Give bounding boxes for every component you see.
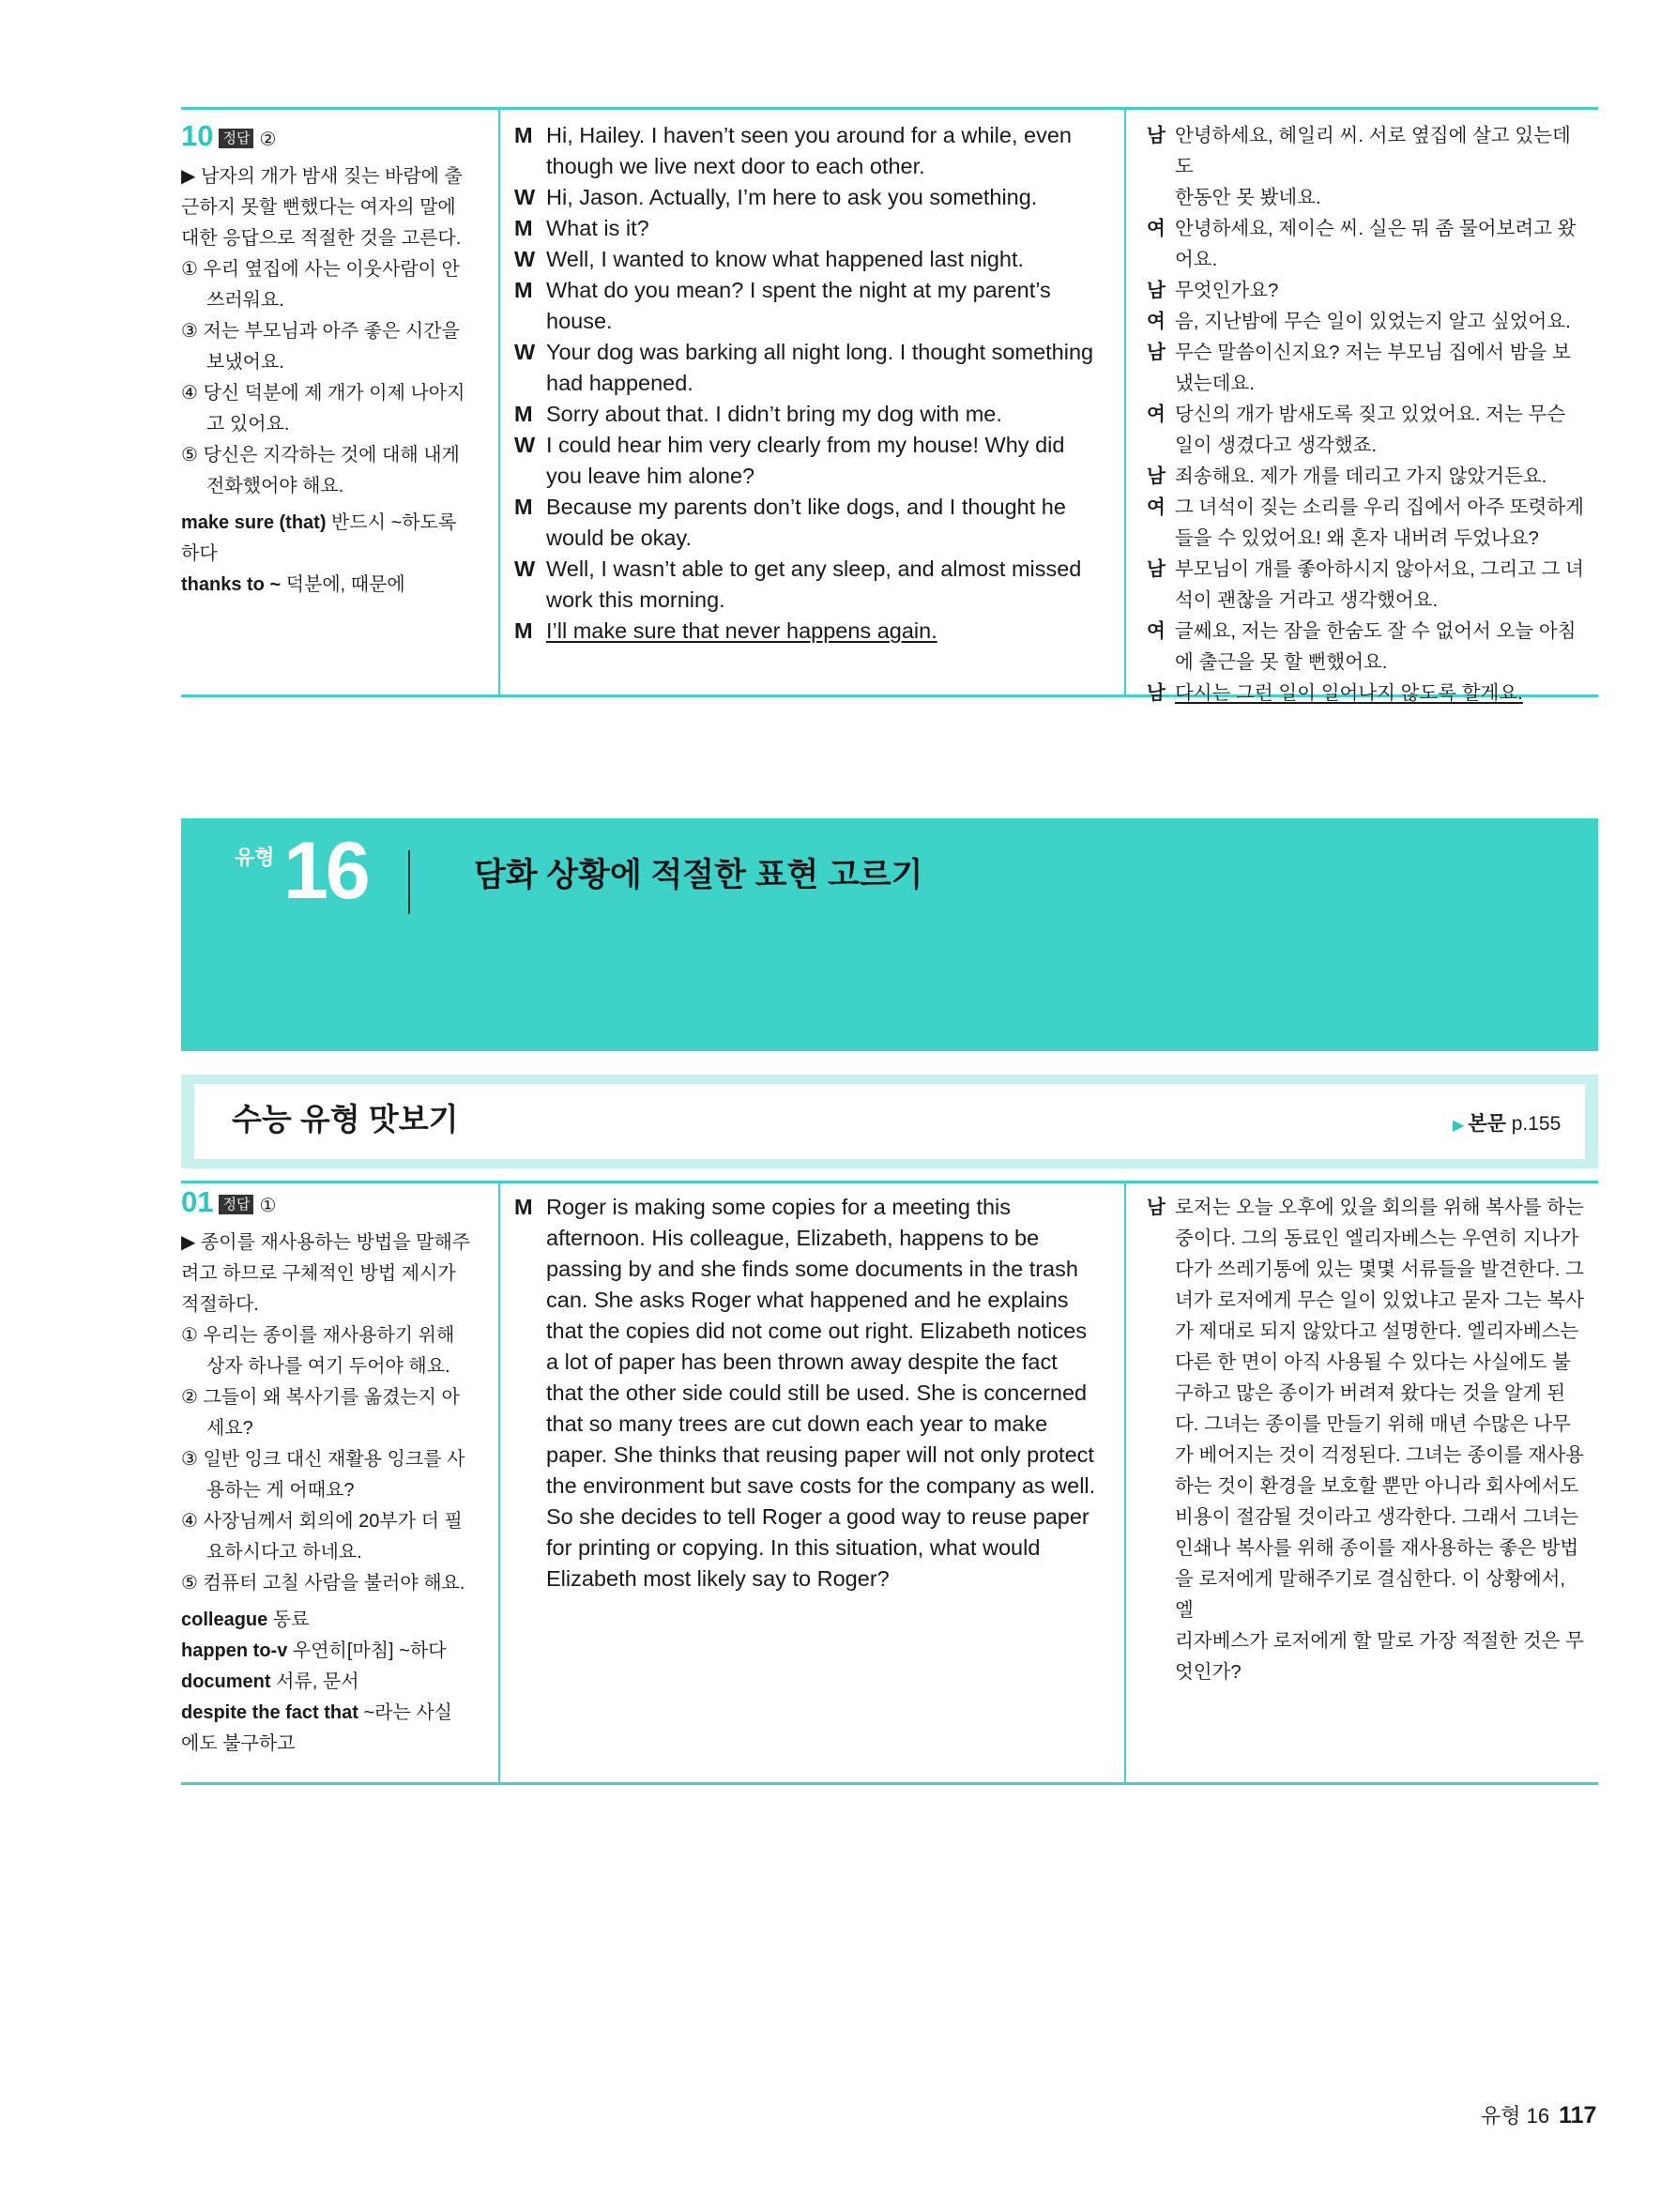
section-number: 16 [283,826,368,916]
triangle-right-icon: ▶ [1453,1118,1465,1134]
reference-page: p.155 [1511,1113,1562,1135]
speaker: 여 [1147,620,1166,642]
dialogue-line: house. [546,309,613,333]
speaker: M [514,495,533,519]
vocab-meaning: 동료 [267,1609,310,1630]
speaker: 여 [1147,218,1166,239]
dialogue-turn-answer [514,616,1115,647]
vocab-term: happen to-v [181,1640,288,1661]
speaker: W [514,247,536,271]
passage-line: paper. She thinks that reusing paper will not only protect [546,1442,1094,1467]
explanation-line: ▶ 종이를 재사용하는 방법을 말해주 [181,1232,471,1253]
option-line: 세요? [206,1418,253,1439]
dialogue-line: 석이 괜찮을 거라고 생각했어요. [1175,589,1439,611]
dialogue-line: 음, 지난밤에 무슨 일이 있었는지 알고 싶었어요. [1175,311,1571,332]
passage-line: 엇인가? [1175,1661,1242,1683]
passage-line: 을 로저에게 말해주기로 결심한다. 이 상황에서, 엘 [1175,1568,1566,1621]
column-divider-2 [1124,109,1126,695]
passage-line: can. She asks Roger what happened and he explains [546,1288,1069,1312]
column-divider-4 [1124,1182,1126,1783]
option-line: ⑤ 컴퓨터 고칠 사람을 불러야 해요. [181,1573,465,1594]
q10-dialogue-en [514,120,1115,647]
speaker: M [514,1195,533,1219]
dialogue-turn [514,120,1115,182]
passage-line: afternoon. His colleague, Elizabeth, happens to be [546,1226,1040,1250]
dialogue-turn [1147,554,1588,616]
dialogue-line: work this morning. [546,587,725,612]
answer-value: ② [259,130,277,150]
section-label: 유형 [235,846,275,869]
q10-explanation [181,120,483,601]
dialogue-line: Hi, Hailey. I haven’t seen you around for a while, even [546,123,1072,147]
option-line: 상자 하나를 여기 두어야 해요. [206,1356,450,1377]
dialogue-line: Well, I wasn’t able to get any sleep, and almost missed [546,557,1082,581]
q01-explanation [181,1186,483,1760]
vocab-term: document [181,1671,271,1692]
top-rule [181,107,1598,110]
dialogue-turn [514,492,1115,554]
explanation-line: 근하지 못할 뻔했다는 여자의 말에 [181,197,456,218]
answer-line: I’ll make sure that never happens again. [546,618,937,643]
q01-passage-en [514,1192,1115,1594]
dialogue-line: 그 녀석이 짖는 소리를 우리 집에서 아주 또렷하게 [1175,496,1584,518]
vocab-meaning-cont: 에도 불구하고 [181,1733,296,1754]
option-line: ④ 당신 덕분에 제 개가 이제 나아지 [181,383,465,404]
taste-title: 수능 유형 맛보기 [232,1102,459,1137]
dialogue-line: 에 출근을 못 할 뻔했어요. [1175,651,1388,673]
speaker: M [514,618,533,643]
answer-value: ① [259,1196,277,1216]
vocab-list [181,1605,483,1760]
passage-line: that the copies did not come out right. Elizabeth notices [546,1319,1088,1343]
speaker: W [514,433,536,457]
dialogue-line: 냈는데요. [1175,373,1255,394]
dialogue-turn [1147,306,1588,337]
dialogue-turn [514,213,1115,244]
passage-line: that so many trees are cut down each year to make [546,1411,1048,1436]
option-line: 보냈어요. [206,352,284,373]
section-title: 담화 상황에 적절한 표현 고르기 [474,857,923,893]
speaker: 남 [1147,465,1166,487]
speaker: 남 [1147,125,1166,146]
section-divider [408,850,410,914]
q01-passage-ko [1147,1192,1588,1687]
answer-line: 다시는 그런 일이 일어나지 않도록 할게요. [1175,682,1523,704]
option-line: 전화했어야 해요. [206,476,344,496]
option-line: ③ 저는 부모님과 아주 좋은 시간을 [181,321,460,342]
dialogue-turn [514,399,1115,430]
answer-tag: 정답 [219,129,253,148]
passage-line: 구하고 많은 종이가 버려져 왔다는 것을 알게 된 [1175,1382,1566,1404]
vocab-term: thanks to ~ [181,574,282,595]
dialogue-line: Because my parents don’t like dogs, and I thought he [546,495,1066,519]
dialogue-line: had happened. [546,371,693,395]
dialogue-line: 한동안 못 봤네요. [1175,187,1321,208]
passage-line: 로저는 오늘 오후에 있을 회의를 위해 복사를 하는 [1175,1197,1584,1218]
passage-line: 중이다. 그의 동료인 엘리자베스는 우연히 지나가 [1175,1228,1579,1249]
dialogue-turn [1147,120,1588,213]
vocab-term: colleague [181,1609,268,1630]
speaker: M [514,216,533,240]
dialogue-line: 부모님이 개를 좋아하시지 않아서요, 그리고 그 녀 [1175,558,1584,580]
option-line: 고 있어요. [206,414,290,435]
dialogue-line: Sorry about that. I didn’t bring my dog with me. [546,402,1002,426]
dialogue-line: 무엇인가요? [1175,280,1279,301]
dialogue-line: 죄송해요. 제가 개를 데리고 가지 않았거든요. [1175,465,1547,487]
dialogue-line: 안녕하세요, 헤일리 씨. 서로 옆집에 살고 있는데도 [1175,125,1571,177]
dialogue-line: 일이 생겼다고 생각했죠. [1175,435,1378,456]
section-rule-3 [181,1782,1598,1785]
dialogue-line: you leave him alone? [546,464,755,488]
vocab-list [181,508,483,601]
dialogue-line: though we live next door to each other. [546,154,925,178]
question-number: 10 [181,119,214,152]
passage-line: 인쇄나 복사를 위해 종이를 재사용하는 좋은 방법 [1175,1537,1579,1559]
explanation-line: 대한 응답으로 적절한 것을 고른다. [181,228,462,249]
vocab-term: make sure (that) [181,512,327,533]
passage-line: that the other side could still be used. She is concerned [546,1381,1088,1405]
option-line: ② 그들이 왜 복사기를 옮겼는지 아 [181,1387,460,1408]
option-line: ④ 사장님께서 회의에 20부가 더 필 [181,1511,463,1532]
taste-reference [1453,1108,1561,1137]
passage-line: 가 제대로 되지 않았다고 설명한다. 엘리자베스는 [1175,1320,1579,1342]
q01-heading [181,1186,483,1222]
passage-line: Roger is making some copies for a meeting this [546,1195,1012,1219]
option-line: ① 우리 옆집에 사는 이웃사람이 안 [181,259,460,280]
passage-line: 녀가 로저에게 무슨 일이 있었냐고 묻자 그는 복사 [1175,1289,1584,1311]
passage-line: passing by and she finds some documents in the trash [546,1257,1078,1281]
dialogue-turn [1147,275,1588,306]
option-line: 요하시다고 하네요. [206,1542,362,1563]
dialogue-line: 어요. [1175,249,1218,270]
dialogue-line: 무슨 말씀이신지요? 저는 부모님 집에서 밤을 보 [1175,342,1571,363]
dialogue-turn [1147,399,1588,461]
speaker: M [514,402,533,426]
dialogue-turn [514,182,1115,213]
reference-label: 본문 [1468,1113,1506,1135]
passage-line: Elizabeth most likely say to Roger? [546,1566,890,1591]
option-line: ③ 일반 잉크 대신 재활용 잉크를 사 [181,1449,465,1470]
speaker: 여 [1147,311,1166,332]
speaker: W [514,185,536,209]
option-line: 용하는 게 어때요? [206,1480,355,1501]
speaker: M [514,123,533,147]
q10-heading [181,120,483,156]
dialogue-line: 안녕하세요, 제이슨 씨. 실은 뭐 좀 물어보려고 왔 [1175,218,1577,239]
passage-line: 리자베스가 로저에게 할 말로 가장 적절한 것은 무 [1175,1630,1584,1652]
explanation-line: 려고 하므로 구체적인 방법 제시가 [181,1263,456,1284]
dialogue-line: 당신의 개가 밤새도록 짖고 있었어요. 저는 무슨 [1175,404,1566,425]
speaker: 남 [1147,342,1166,363]
vocab-meaning: 우연히[마침] ~하다 [287,1640,447,1661]
dialogue-line: would be okay. [546,526,693,550]
vocab-meaning-cont: 하다 [181,543,218,564]
dialogue-turn [514,275,1115,337]
dialogue-line: What do you mean? I spent the night at my parent’s [546,278,1051,302]
speaker: 남 [1147,682,1166,704]
option-line: ⑤ 당신은 지각하는 것에 대해 내게 [181,445,460,465]
column-divider-3 [498,1182,500,1783]
passage-line: 다. 그녀는 종이를 만들기 위해 매년 수많은 나무 [1175,1413,1571,1435]
option-line: 쓰러워요. [206,290,284,311]
passage-line: the environment but save costs for the company as well. [546,1473,1096,1498]
passage-line: 다른 한 면이 아직 사용될 수 있다는 사실에도 불 [1175,1351,1571,1373]
vocab-meaning: 서류, 문서 [270,1671,359,1692]
footer-label: 유형 16 [1481,2104,1550,2128]
dialogue-line: 들을 수 있었어요! 왜 혼자 내버려 두었나요? [1175,527,1539,549]
speaker: W [514,340,536,364]
speaker: 여 [1147,496,1166,518]
answer-tag: 정답 [219,1195,253,1214]
dialogue-turn [1147,492,1588,554]
speaker: 남 [1147,280,1166,301]
section-rule-2 [181,1181,1598,1183]
dialogue-line: Hi, Jason. Actually, I’m here to ask you something. [546,185,1038,209]
speaker: M [514,278,533,302]
dialogue-line: 글쎄요, 저는 잠을 한숨도 잘 수 없어서 오늘 아침 [1175,620,1577,642]
dialogue-turn [1147,337,1588,399]
dialogue-line: Your dog was barking all night long. I thought something [546,340,1094,364]
vocab-meaning: ~라는 사실 [358,1702,452,1723]
dialogue-turn [1147,461,1588,492]
dialogue-line: Well, I wanted to know what happened last night. [546,247,1025,271]
dialogue-turn [514,244,1115,275]
page-footer [1481,2100,1596,2129]
passage-line: 비용이 절감될 것이라고 생각한다. 그래서 그녀는 [1175,1506,1579,1528]
vocab-meaning: 덕분에, 때문에 [281,574,405,595]
passage-line: 가 베어지는 것이 걱정된다. 그녀는 종이를 재사용 [1175,1444,1584,1466]
passage-line: 다가 쓰레기통에 있는 몇몇 서류들을 발견한다. 그 [1175,1259,1584,1280]
dialogue-line: I could hear him very clearly from my house! Why did [546,433,1065,457]
page-number: 117 [1559,2102,1597,2128]
dialogue-turn [514,554,1115,616]
dialogue-turn [514,337,1115,399]
dialogue-turn-answer [1147,678,1588,709]
vocab-term: despite the fact that [181,1702,358,1723]
passage-line: 하는 것이 환경을 보호할 뿐만 아니라 회사에서도 [1175,1475,1579,1497]
explanation-line: 적절하다. [181,1294,259,1315]
passage-line: a lot of paper has been thrown away despite the fact [546,1350,1058,1374]
q10-dialogue-ko [1147,120,1588,709]
dialogue-turn [1147,616,1588,678]
speaker: 여 [1147,404,1166,425]
passage-line: for printing or copying. In this situation, what would [546,1535,1041,1560]
dialogue-line: What is it? [546,216,649,240]
dialogue-turn [1147,213,1588,275]
column-divider-1 [498,109,500,695]
dialogue-turn [514,430,1115,492]
explanation-line: ▶ 남자의 개가 밤새 짖는 바람에 출 [181,166,463,187]
speaker: 남 [1147,558,1166,580]
question-number: 01 [181,1185,214,1218]
speaker: W [514,557,536,581]
speaker: 남 [1147,1197,1166,1218]
vocab-meaning: 반드시 ~하도록 [326,512,457,533]
passage-line: So she decides to tell Roger a good way to reuse paper [546,1504,1089,1529]
option-line: ① 우리는 종이를 재사용하기 위해 [181,1325,455,1346]
